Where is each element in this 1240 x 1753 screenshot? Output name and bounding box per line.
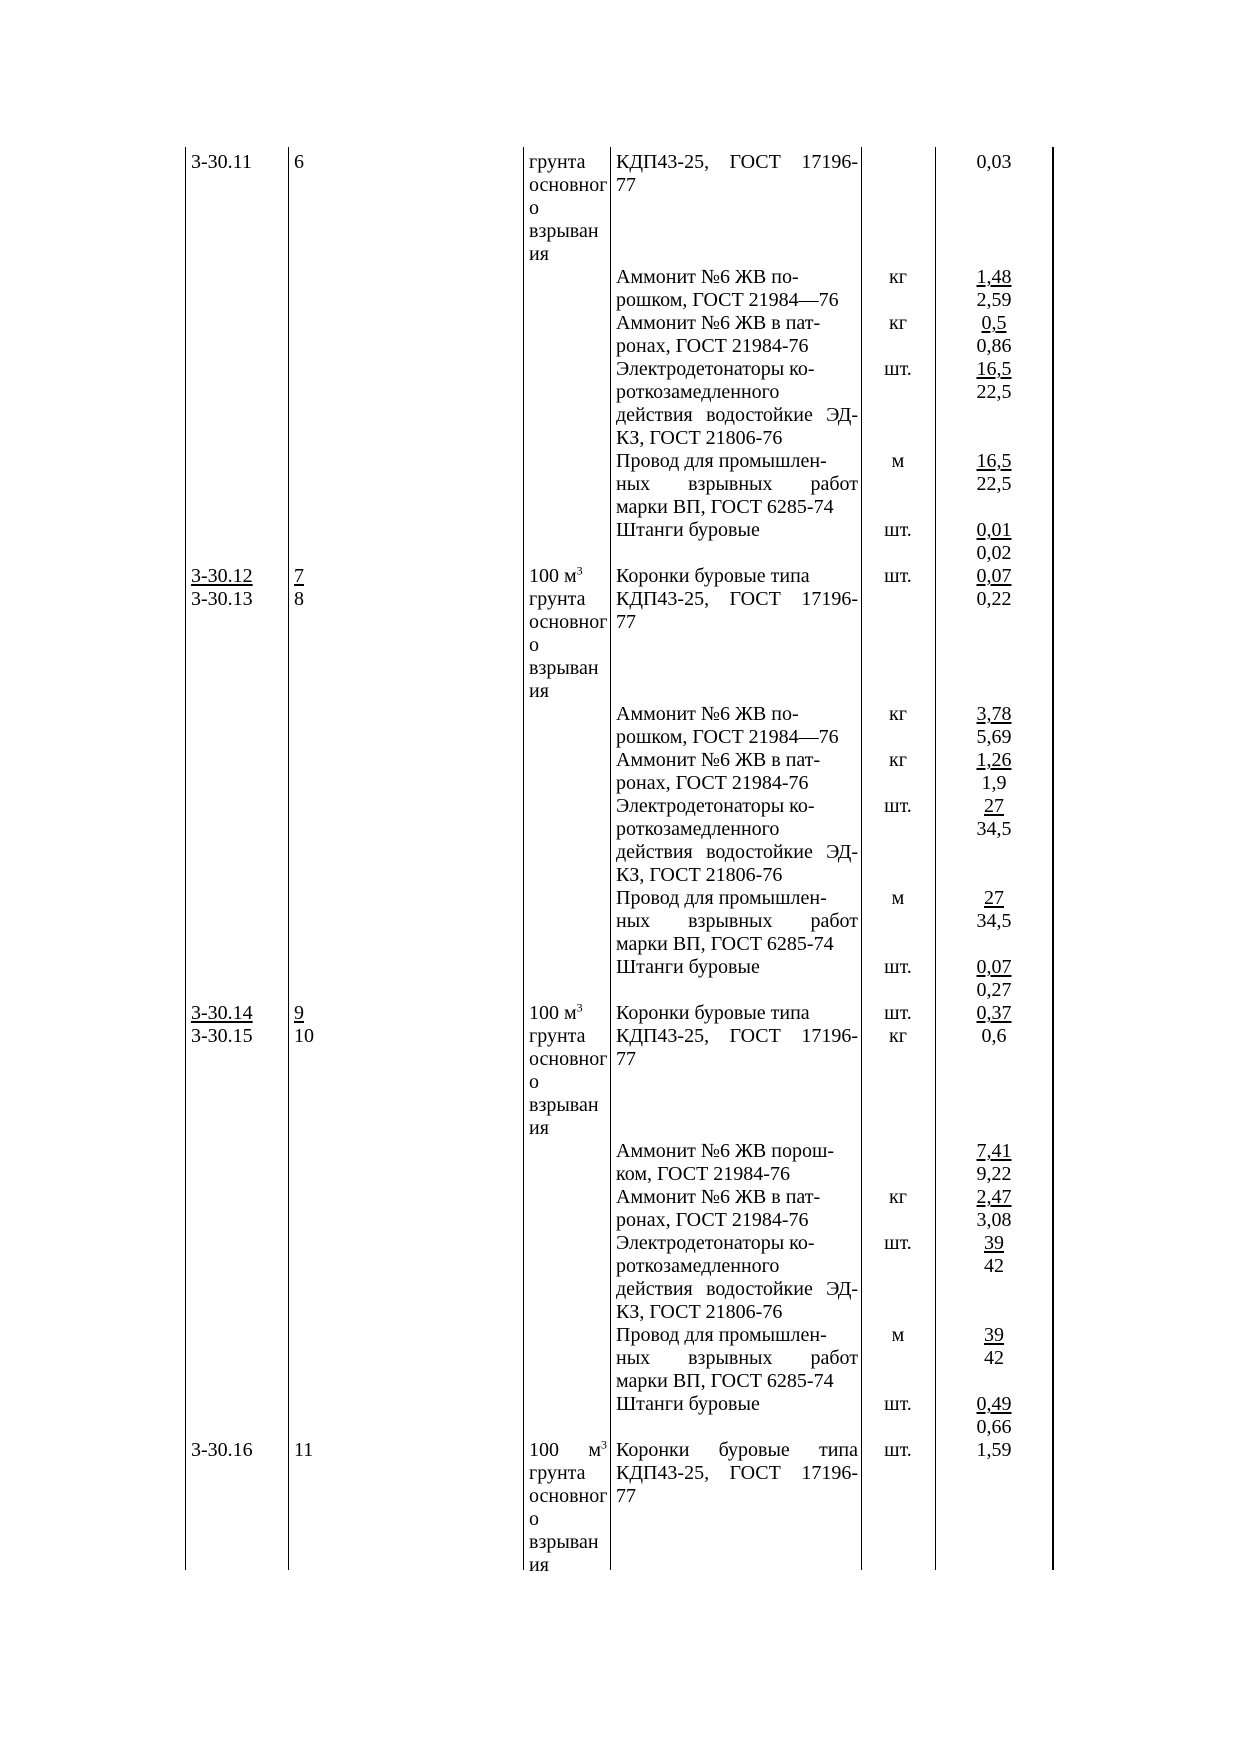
material-unit: шт. xyxy=(884,1002,912,1024)
material-unit: шт. xyxy=(884,1232,912,1254)
rate-number: 9 xyxy=(294,1002,304,1024)
rate-code: 3-30.16 xyxy=(191,1439,253,1461)
rate-number: 11 xyxy=(294,1439,314,1461)
material-unit: м xyxy=(891,887,905,909)
material-norm-value: 0,6 xyxy=(981,1025,1007,1047)
material-norm-value: 0,03 xyxy=(976,151,1012,173)
material-norm-value: 9,22 xyxy=(976,1163,1012,1185)
material-norm-value: 0,86 xyxy=(976,335,1012,357)
meter-unit-text: грунта xyxy=(529,1025,586,1047)
material-unit: кг xyxy=(889,266,907,288)
material-name: действия водостойкие ЭД- xyxy=(616,841,858,863)
material-name: Аммонит №6 ЖВ в пат- xyxy=(616,749,821,771)
material-unit: шт. xyxy=(884,519,912,541)
meter-unit-text: о xyxy=(529,634,539,656)
material-name: Аммонит №6 ЖВ в пат- xyxy=(616,1186,821,1208)
material-unit: шт. xyxy=(884,795,912,817)
meter-unit-text: взрыван xyxy=(529,1531,599,1553)
rate-code: 3-30.12 xyxy=(191,565,253,587)
material-name: Электродетонаторы ко- xyxy=(616,795,815,817)
material-name: 77 xyxy=(616,1485,636,1507)
material-name: Коронки буровые типа xyxy=(616,1439,858,1461)
material-name: Штанги буровые xyxy=(616,519,760,541)
material-norm-value: 2,59 xyxy=(976,289,1012,311)
rate-number: 6 xyxy=(294,151,304,173)
rate-code: 3-30.13 xyxy=(191,588,253,610)
material-norm-value: 7,41 xyxy=(976,1140,1012,1162)
material-name: Штанги буровые xyxy=(616,956,760,978)
material-name: КЗ, ГОСТ 21806-76 xyxy=(616,427,783,449)
material-name: роткозамедленного xyxy=(616,381,780,403)
rate-number: 10 xyxy=(294,1025,314,1047)
material-norm-value: 0,02 xyxy=(976,542,1012,564)
rate-number: 7 xyxy=(294,565,304,587)
material-norm-value: 1,59 xyxy=(976,1439,1012,1461)
material-name: ных взрывных работ xyxy=(616,910,858,932)
material-norm-value: 27 xyxy=(984,795,1004,817)
material-name: 77 xyxy=(616,1048,636,1070)
material-name: действия водостойкие ЭД- xyxy=(616,1278,858,1300)
material-unit: шт. xyxy=(884,358,912,380)
meter-unit-text: грунта xyxy=(529,588,586,610)
material-name: Провод для промышлен- xyxy=(616,887,827,909)
material-norm-value: 3,78 xyxy=(976,703,1012,725)
material-norm-value: 39 xyxy=(984,1232,1004,1254)
material-unit: кг xyxy=(889,312,907,334)
column-divider-unit xyxy=(935,147,936,1570)
material-name: рошком, ГОСТ 21984—76 xyxy=(616,726,839,748)
meter-unit-text: взрыван xyxy=(529,1094,599,1116)
material-name: марки ВП, ГОСТ 6285-74 xyxy=(616,1370,834,1392)
material-norm-value: 1,9 xyxy=(981,772,1007,794)
material-name: ронах, ГОСТ 21984-76 xyxy=(616,1209,809,1231)
column-divider-meter xyxy=(610,147,611,1570)
material-norm-value: 34,5 xyxy=(976,910,1012,932)
material-name: Аммонит №6 ЖВ по- xyxy=(616,266,799,288)
material-name: ных взрывных работ xyxy=(616,473,858,495)
meter-unit-text: о xyxy=(529,197,539,219)
material-norm-value: 0,5 xyxy=(981,312,1007,334)
meter-unit-text: взрыван xyxy=(529,657,599,679)
material-norm-value: 1,26 xyxy=(976,749,1012,771)
material-name: марки ВП, ГОСТ 6285-74 xyxy=(616,933,834,955)
material-norm-value: 5,69 xyxy=(976,726,1012,748)
meter-unit-text: взрыван xyxy=(529,220,599,242)
column-divider-material xyxy=(861,147,862,1570)
rate-code: 3-30.14 xyxy=(191,1002,253,1024)
material-unit: кг xyxy=(889,749,907,771)
meter-unit-text: основног xyxy=(529,174,608,196)
material-norm-value: 0,27 xyxy=(976,979,1012,1001)
material-name: Штанги буровые xyxy=(616,1393,760,1415)
meter-unit-text: грунта xyxy=(529,151,586,173)
material-unit: м xyxy=(891,1324,905,1346)
meter-unit: 100 $м^3$ xyxy=(529,1437,607,1461)
rate-code: 3-30.15 xyxy=(191,1025,253,1047)
column-divider-code xyxy=(288,147,289,1570)
material-norm-value: 34,5 xyxy=(976,818,1012,840)
material-name: КДП43-25, ГОСТ 17196- xyxy=(616,1462,858,1484)
meter-unit-text: основног xyxy=(529,611,608,633)
column-divider-resource xyxy=(523,147,524,1570)
meter-unit-text: ия xyxy=(529,243,549,265)
material-name: КДП43-25, ГОСТ 17196- xyxy=(616,588,858,610)
meter-unit-text: ия xyxy=(529,1117,549,1139)
material-name: ных взрывных работ xyxy=(616,1347,858,1369)
rate-code: 3-30.11 xyxy=(191,151,252,173)
table-border-left xyxy=(185,147,186,1570)
material-name: КДП43-25, ГОСТ 17196- xyxy=(616,151,858,173)
material-norm-value: 39 xyxy=(984,1324,1004,1346)
material-norm-value: 22,5 xyxy=(976,473,1012,495)
material-norm-value: 1,48 xyxy=(976,266,1012,288)
material-norm-value: 27 xyxy=(984,887,1004,909)
material-norm-value: 0,22 xyxy=(976,588,1012,610)
material-name: роткозамедленного xyxy=(616,1255,780,1277)
material-norm-value: 0,37 xyxy=(976,1002,1012,1024)
material-norm-value: 3,08 xyxy=(976,1209,1012,1231)
material-unit: кг xyxy=(889,1186,907,1208)
material-name: Коронки буровые типа xyxy=(616,565,810,587)
material-norm-value: 42 xyxy=(984,1347,1004,1369)
material-unit: кг xyxy=(889,703,907,725)
material-name: Аммонит №6 ЖВ по- xyxy=(616,703,799,725)
material-name: Электродетонаторы ко- xyxy=(616,1232,815,1254)
material-unit: шт. xyxy=(884,1393,912,1415)
material-name: марки ВП, ГОСТ 6285-74 xyxy=(616,496,834,518)
material-norm-value: 0,07 xyxy=(976,956,1012,978)
meter-unit: 100 $м^3$ xyxy=(529,563,583,587)
meter-unit-text: основног xyxy=(529,1485,608,1507)
material-name: ронах, ГОСТ 21984-76 xyxy=(616,772,809,794)
material-name: Электродетонаторы ко- xyxy=(616,358,815,380)
material-name: действия водостойкие ЭД- xyxy=(616,404,858,426)
material-unit: шт. xyxy=(884,1439,912,1461)
material-name: КДП43-25, ГОСТ 17196- xyxy=(616,1025,858,1047)
table-border-right xyxy=(1052,147,1054,1570)
meter-unit-text: основног xyxy=(529,1048,608,1070)
material-norm-value: 2,47 xyxy=(976,1186,1012,1208)
material-name: ком, ГОСТ 21984-76 xyxy=(616,1163,790,1185)
material-unit: шт. xyxy=(884,956,912,978)
material-norm-value: 0,01 xyxy=(976,519,1012,541)
meter-unit-text: ия xyxy=(529,680,549,702)
material-norm-value: 0,07 xyxy=(976,565,1012,587)
meter-unit: 100 $м^3$ xyxy=(529,1000,583,1024)
material-name: Провод для промышлен- xyxy=(616,450,827,472)
meter-unit-text: ия xyxy=(529,1554,549,1576)
material-norm-value: 16,5 xyxy=(976,450,1012,472)
material-norm-value: 42 xyxy=(984,1255,1004,1277)
material-name: Коронки буровые типа xyxy=(616,1002,810,1024)
material-name: КЗ, ГОСТ 21806-76 xyxy=(616,1301,783,1323)
material-norm-value: 16,5 xyxy=(976,358,1012,380)
meter-unit-text: о xyxy=(529,1508,539,1530)
rate-number: 8 xyxy=(294,588,304,610)
material-name: роткозамедленного xyxy=(616,818,780,840)
material-name: Аммонит №6 ЖВ порош- xyxy=(616,1140,835,1162)
material-name: 77 xyxy=(616,174,636,196)
material-name: Провод для промышлен- xyxy=(616,1324,827,1346)
meter-unit-text: о xyxy=(529,1071,539,1093)
material-name: КЗ, ГОСТ 21806-76 xyxy=(616,864,783,886)
material-norm-value: 0,66 xyxy=(976,1416,1012,1438)
material-name: ронах, ГОСТ 21984-76 xyxy=(616,335,809,357)
material-unit: шт. xyxy=(884,565,912,587)
meter-unit-text: грунта xyxy=(529,1462,586,1484)
material-name: 77 xyxy=(616,611,636,633)
material-unit: кг xyxy=(889,1025,907,1047)
material-norm-value: 0,49 xyxy=(976,1393,1012,1415)
material-name: Аммонит №6 ЖВ в пат- xyxy=(616,312,821,334)
material-name: рошком, ГОСТ 21984—76 xyxy=(616,289,839,311)
material-norm-value: 22,5 xyxy=(976,381,1012,403)
material-unit: м xyxy=(891,450,905,472)
